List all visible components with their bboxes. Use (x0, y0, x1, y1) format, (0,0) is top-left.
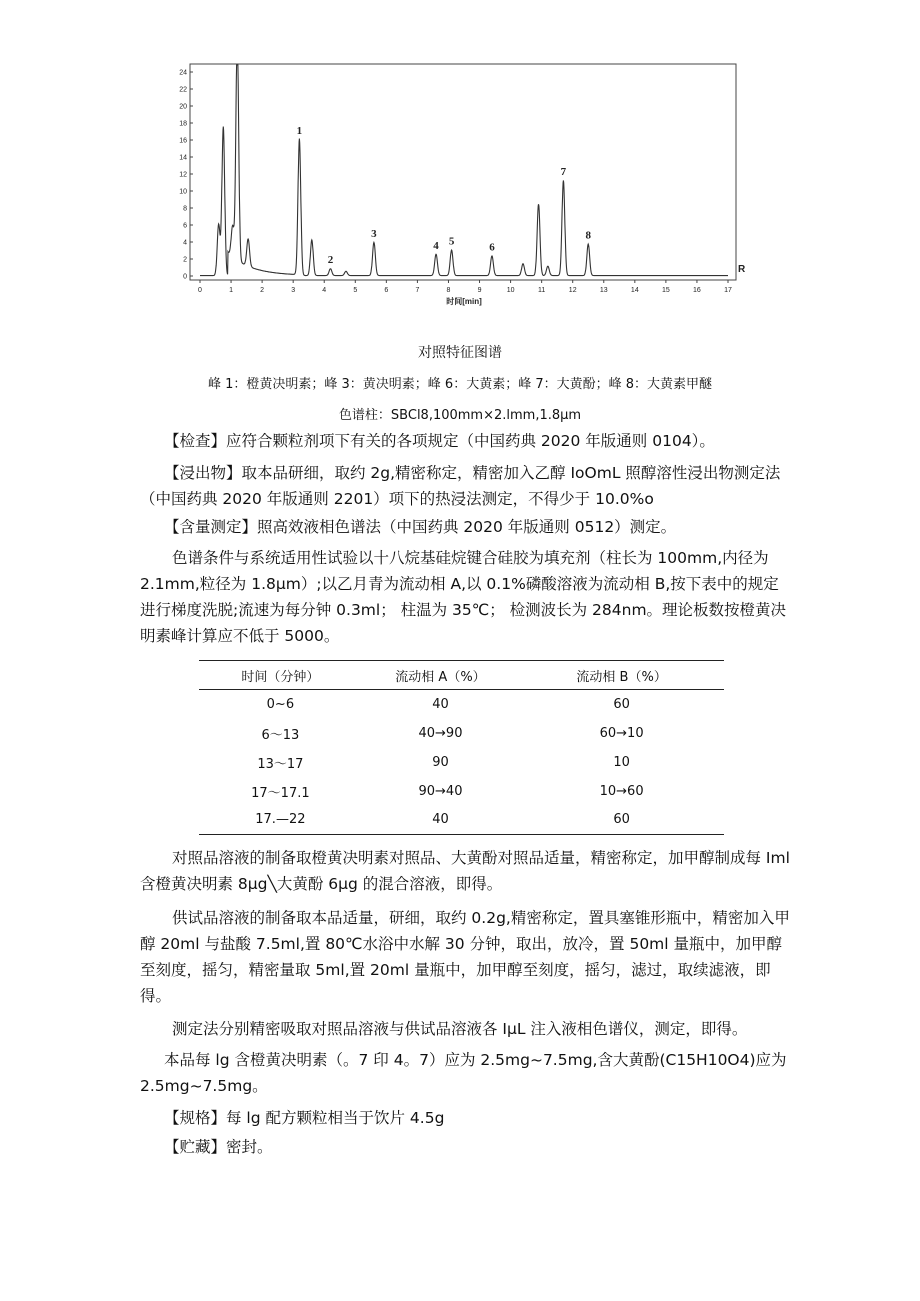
x-tick-label: 11 (538, 287, 546, 294)
y-tick-label: 0 (183, 273, 187, 281)
measurement-paragraph: 测定法分别精密吸取对照品溶液与供试品溶液各 IμL 注入液相色谱仪，测定，即得。 (172, 1020, 748, 1038)
y-tick-label: 20 (179, 103, 187, 111)
conditions-paragraph: 色谱条件与系统适用性试验以十八烷基硅烷键合硅胶为填充剂（柱长为 100mm,内径为 2.1mm,粒径为 1.8μm）;以乙月青为流动相 A,以 0.1%磷酸溶液为流动相 B,按下表中的规定进行梯度洗脱;流速为每分钟 0.3ml； 柱温为 35℃； 检测波长为 284nm。理论板数按橙黄决明素峰计算应不低于 5000。 (140, 549, 787, 645)
cell-phase-a: 40 (432, 696, 449, 712)
cell-phase-b: 10→60 (599, 783, 644, 799)
content-requirement-paragraph: 本品每 lg 含橙黄决明素（。7 印 4。7）应为 2.5mg~7.5mg,含大黄酚(C15H10O4)应为 2.5mg~7.5mg。 (140, 1051, 787, 1095)
y-tick-label: 6 (183, 222, 187, 230)
x-tick-label: 14 (630, 287, 639, 294)
peak-label: 3 (371, 227, 377, 240)
reference-solution-paragraph: 对照品溶液的制备取橙黄决明素对照品、大黄酚对照品适量，精密称定，加甲醇制成每 Iml 含橙黄决明素 8μg╲大黄酚 6μg 的混合溶液，即得。 (140, 849, 790, 893)
y-tick-label: 24 (179, 69, 187, 77)
chromatogram-chart (160, 52, 760, 322)
header-phase-b: 流动相 B（%） (519, 661, 724, 690)
plot-frame (190, 64, 736, 280)
y-tick-label: 18 (179, 120, 187, 128)
header-phase-a: 流动相 A（%） (362, 661, 520, 690)
test-solution-paragraph: 供试品溶液的制备取本品适量，研细，取约 0.2g,精密称定，置具塞锥形瓶中，精密加入甲醇 20ml 与盐酸 7.5ml,置 80℃水浴中水解 30 分钟，取出，放冷，置 50ml 量瓶中，加甲醇至刻度，摇匀，精密量取 5ml,置 20ml 量瓶中，加甲醇至刻度，摇匀，滤过，取续滤液，即得。 (140, 909, 790, 1005)
peak-label: 5 (448, 235, 455, 248)
peak-legend: 峰 1：橙黄决明素；峰 3：黄决明素；峰 6：大黄素；峰 7：大黄酚；峰 8：大黄素甲醚 (207, 377, 713, 392)
cell-time: 17.—22 (255, 812, 306, 828)
gradient-table (199, 660, 724, 835)
peak-label: 2 (327, 254, 334, 267)
x-tick-label: 6 (384, 287, 389, 294)
y-tick-label: 2 (183, 256, 187, 264)
cell-time: 6～13 (261, 727, 300, 743)
x-tick-label: 4 (322, 287, 327, 294)
y-axis-ticks (179, 70, 193, 281)
x-tick-label: 16 (693, 287, 701, 294)
peak-label: 4 (433, 239, 439, 252)
cell-time: 17～17.1 (251, 785, 310, 801)
x-axis-ticks (198, 280, 732, 294)
cell-phase-a: 90→40 (418, 783, 463, 799)
table-row (199, 719, 724, 748)
column-spec: 色谱柱：SBCl8,100mm×2.lmm,1.8μm (338, 408, 582, 423)
x-tick-label: 3 (291, 287, 296, 294)
cell-phase-a: 40 (432, 812, 449, 828)
extract-paragraph: 【浸出物】取本品研细，取约 2g,精密称定，精密加入乙醇 IoOmL 照醇溶性浸出物测定法（中国药典 2020 年版通则 2201）项下的热浸法测定，不得少于 10.0%o (140, 464, 781, 508)
x-tick-label: 9 (477, 287, 482, 294)
peak-label: 8 (585, 229, 591, 242)
x-tick-label: 1 (229, 287, 234, 294)
y-tick-label: 16 (179, 137, 187, 145)
x-tick-label: 17 (724, 287, 732, 294)
y-tick-label: 14 (179, 154, 187, 162)
assay-paragraph: 【含量测定】照高效液相色谱法（中国药典 2020 年版通则 0512）测定。 (164, 518, 677, 536)
table-header-row (199, 661, 724, 690)
y-tick-label: 10 (179, 188, 187, 196)
peak-labels (297, 125, 592, 266)
cell-phase-a: 40→90 (418, 725, 463, 741)
table-row (199, 748, 724, 777)
x-tick-label: 10 (506, 287, 515, 294)
table-row (199, 806, 724, 835)
cell-phase-b: 10 (613, 754, 630, 770)
peak-label: 6 (489, 241, 495, 254)
x-tick-label: 0 (198, 287, 202, 294)
y-tick-label: 8 (183, 205, 187, 213)
cell-phase-a: 90 (432, 754, 449, 770)
figure-title: 对照特征图谱 (418, 345, 502, 361)
storage-paragraph: 【贮藏】密封。 (164, 1138, 273, 1156)
specification-paragraph: 【规格】每 lg 配方颗粒相当于饮片 4.5g (164, 1109, 445, 1127)
peak-label: 1 (296, 125, 303, 137)
cell-phase-b: 60→10 (599, 725, 644, 741)
x-tick-label: 7 (415, 287, 420, 294)
cell-time: 13～17 (257, 756, 304, 772)
header-time: 时间（分钟） (199, 661, 362, 690)
right-axis-label: R (738, 264, 746, 275)
x-tick-label: 12 (568, 287, 577, 294)
cell-phase-b: 60 (613, 696, 630, 712)
y-tick-label: 4 (183, 239, 187, 247)
x-axis-label: 时间[min] (446, 297, 482, 306)
cell-time: 0~6 (266, 696, 295, 712)
chromatogram-trace (200, 65, 728, 276)
cell-phase-b: 60 (613, 812, 630, 828)
table-row (199, 777, 724, 806)
x-tick-label: 8 (446, 287, 451, 294)
table-row (199, 690, 724, 719)
y-tick-label: 22 (179, 86, 187, 94)
chart-axes (190, 64, 736, 280)
peak-label: 7 (560, 165, 567, 178)
y-tick-label: 12 (179, 171, 187, 179)
check-paragraph: 【检查】应符合颗粒剂项下有关的各项规定（中国药典 2020 年版通则 0104）。 (164, 432, 715, 450)
x-tick-label: 13 (599, 287, 608, 294)
x-tick-label: 2 (260, 287, 265, 294)
x-tick-label: 5 (353, 287, 358, 294)
x-tick-label: 15 (661, 287, 670, 294)
